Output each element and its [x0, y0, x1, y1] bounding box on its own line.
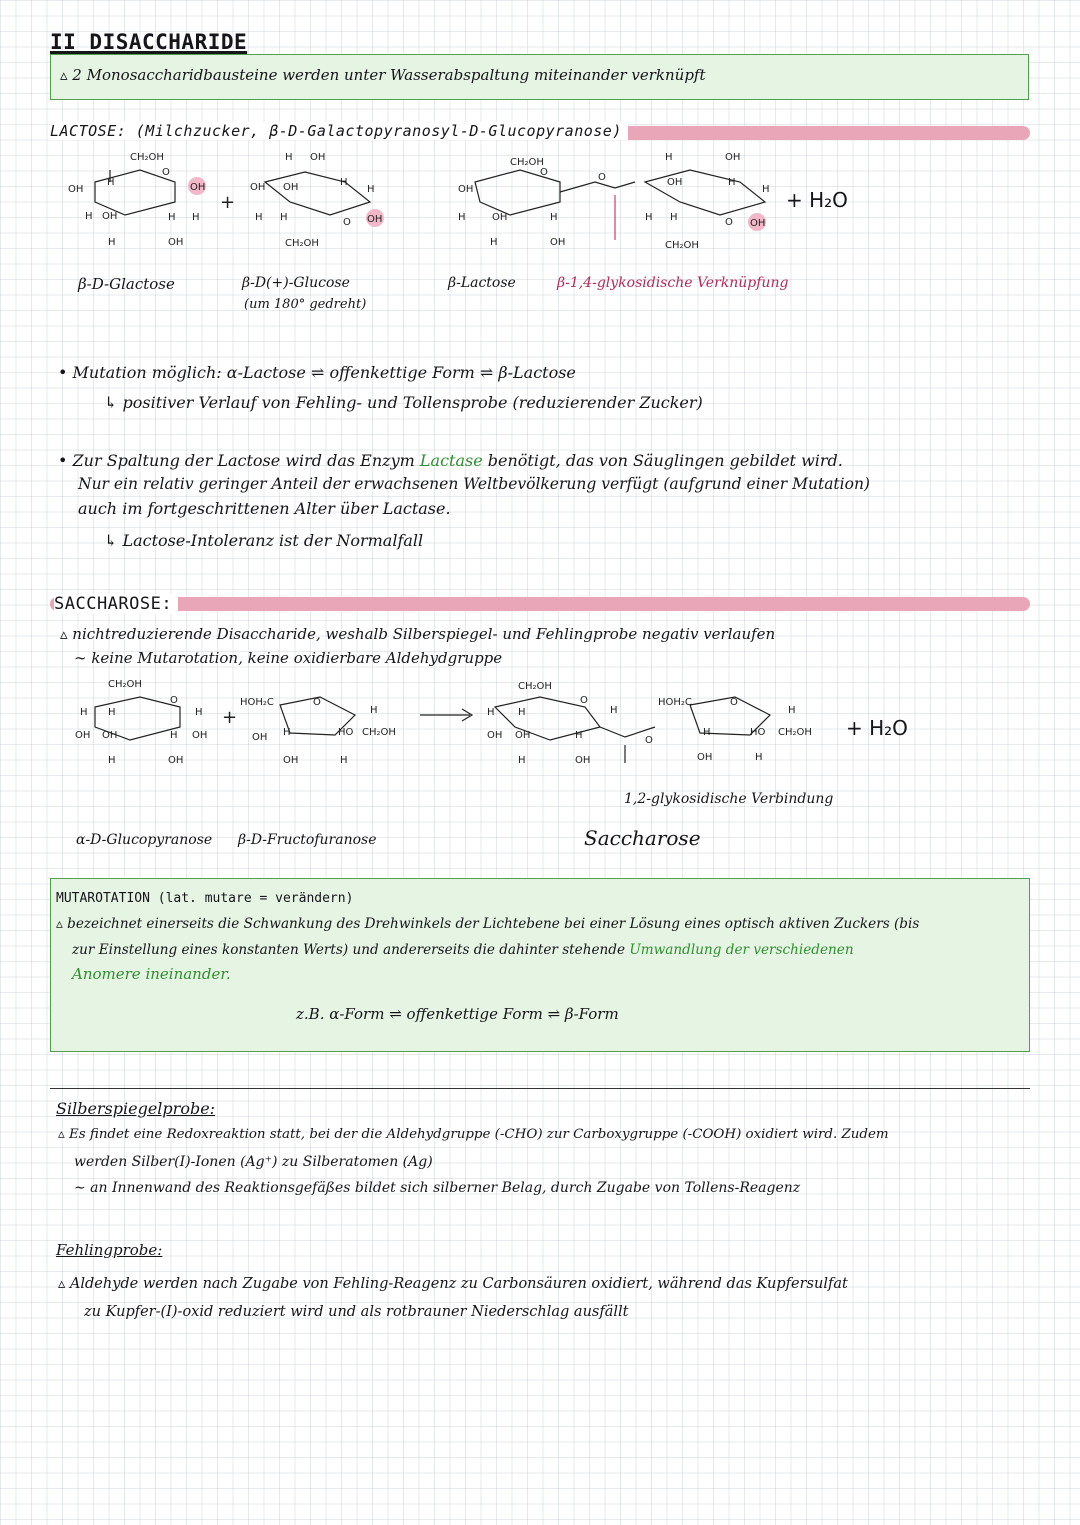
lactose-bullet-2-line2: Nur ein relativ geringer Anteil der erwachsenen Weltbevölkerung verfügt (aufgrund einer Mutation): [78, 475, 870, 493]
s-atom-h-12: H: [575, 730, 583, 741]
silber-heading: Silberspiegelprobe:: [56, 1099, 216, 1118]
atom-oh-2: OH: [190, 182, 206, 193]
saccharose-line-2: ∼ keine Mutarotation, keine oxidierbare Aldehydgruppe: [74, 649, 503, 667]
s-atom-h-16: H: [755, 752, 763, 763]
atom-oh-14: OH: [750, 218, 766, 229]
glucose-ring: [265, 172, 370, 215]
s-atom-h-13: H: [518, 755, 526, 766]
mutarotation-example: z.B. α-Form ⇌ offenkettige Form ⇌ β-Form: [296, 1005, 619, 1023]
s-atom-oh-3: OH: [192, 730, 208, 741]
atom-ch2oh-4: CH₂OH: [665, 240, 699, 251]
lactose-bullet-2-a: Zur Spaltung der Lactose wird das Enzym: [72, 451, 415, 470]
atom-h-17: H: [645, 212, 653, 223]
label-product-lactose: β-Lactose: [448, 275, 516, 291]
label-galactose: β-D-Glactose: [78, 275, 175, 293]
glycosidic-link: [560, 182, 635, 192]
lactose-bullet-2-line4: ↳ Lactose-Intoleranz ist der Normalfall: [104, 531, 424, 550]
s-atom-oh-6: OH: [283, 755, 299, 766]
lactose-bullet-2-b: benötigt, das von Säuglingen gebildet wird.: [487, 451, 843, 470]
lactose-bullet-2: • Zur Spaltung der Lactose wird das Enzym Lactase benötigt, das von Säuglingen gebildet wird.: [58, 451, 843, 470]
s-atom-oh-7: OH: [487, 730, 503, 741]
s-atom-ch2oh-3: CH₂OH: [518, 681, 552, 692]
atom-h-16: H: [762, 184, 770, 195]
lactose-heading: LACTOSE: (Milchzucker, β-D-Galactopyranosyl-D-Glucopyranose): [50, 122, 628, 140]
s-atom-o-1: O: [170, 695, 178, 706]
plus-sign: +: [220, 192, 236, 213]
lactose-bullet-1: • Mutation möglich: α-Lactose ⇌ offenkettige Form ⇌ β-Lactose: [58, 363, 576, 382]
label-saccharose-bond: 1,2-glykosidische Verbindung: [624, 791, 834, 807]
lactose-bullet-1-text: Mutation möglich: α-Lactose ⇌ offenkettige Form ⇌ β-Lactose: [72, 363, 576, 382]
s-atom-ch2oh-2: CH₂OH: [362, 727, 396, 738]
atom-oh-8: OH: [367, 214, 383, 225]
atom-oh-4: OH: [168, 237, 184, 248]
definition-text: ▵ 2 Monosaccharidbausteine werden unter Wasserabspaltung miteinander verknüpft: [60, 66, 706, 84]
section-divider: [50, 1088, 1030, 1089]
atom-h-13: H: [490, 237, 498, 248]
label-saccharose: Saccharose: [584, 826, 701, 850]
s-atom-ho-1: HO: [338, 727, 354, 738]
label-glucopyranose: α-D-Glucopyranose: [76, 832, 213, 848]
label-glucose-note: (um 180° gedreht): [244, 297, 367, 312]
s-atom-hoh2c-2: HOH₂C: [658, 697, 692, 708]
atom-oh-11: OH: [550, 237, 566, 248]
atom-oh-9: OH: [458, 184, 474, 195]
atom-ch2oh-3: CH₂OH: [510, 157, 544, 168]
s-atom-oh-10: OH: [697, 752, 713, 763]
atom-ch2oh-1: CH₂OH: [130, 152, 164, 163]
silber-line-2: werden Silber(I)-Ionen (Ag⁺) zu Silberatomen (Ag): [74, 1154, 433, 1170]
label-glucose: β-D(+)-Glucose: [242, 275, 350, 291]
s-atom-h-9: H: [610, 705, 618, 716]
saccharose-heading: SACCHAROSE:: [54, 594, 178, 614]
s-atom-h-1: H: [80, 707, 88, 718]
saccharose-water: + H₂O: [846, 716, 908, 740]
enzyme-lactase: Lactase: [419, 451, 483, 470]
atom-ch2oh-2: CH₂OH: [285, 238, 319, 249]
s-atom-oh-5: OH: [252, 732, 268, 743]
s-atom-h-7: H: [283, 727, 291, 738]
atom-o-2: O: [343, 217, 351, 228]
mutarotation-text-1: ▵ bezeichnet einerseits die Schwankung des Drehwinkels der Lichtebene bei einer Lösung eines optisch aktiven Zuckers (bis: [56, 916, 920, 932]
atom-h-5: H: [108, 237, 116, 248]
mutarotation-text-2-green: Umwandlung der verschiedenen: [629, 942, 854, 958]
atom-o-5: O: [725, 217, 733, 228]
atom-h-14: H: [665, 152, 673, 163]
s-atom-ch2oh-1: CH₂OH: [108, 679, 142, 690]
lactose-bullet-2-line3: auch im fortgeschrittenen Alter über Lactase.: [78, 499, 451, 518]
s-atom-h-6: H: [370, 705, 378, 716]
atom-oh-7: OH: [310, 152, 326, 163]
atom-h-9: H: [255, 212, 263, 223]
s-atom-h-2: H: [108, 707, 116, 718]
atom-oh-12: OH: [667, 177, 683, 188]
s-atom-o-4: O: [645, 735, 653, 746]
atom-o-1: O: [162, 167, 170, 178]
s-atom-o-3: O: [580, 695, 588, 706]
s-atom-h-3: H: [195, 707, 203, 718]
s-atom-oh-4: OH: [168, 755, 184, 766]
s-atom-h-14: H: [788, 705, 796, 716]
mutarotation-text-3: Anomere ineinander.: [72, 965, 231, 983]
lactose-ring-right: [645, 170, 765, 215]
s-atom-hoh2c-1: HOH₂C: [240, 697, 274, 708]
atom-h-6: H: [285, 152, 293, 163]
s-atom-oh-2: OH: [102, 730, 118, 741]
s-plus-sign: +: [222, 707, 238, 728]
s-atom-h-15: H: [703, 727, 711, 738]
atom-h-4: H: [192, 212, 200, 223]
s-atom-o-2: O: [313, 697, 321, 708]
atom-h-3: H: [168, 212, 176, 223]
mutarotation-text-2: [72, 940, 854, 961]
s-atom-h-8: H: [340, 755, 348, 766]
atom-h-2: H: [85, 211, 93, 222]
fehling-heading: Fehlingprobe:: [56, 1241, 163, 1259]
atom-h-10: H: [280, 212, 288, 223]
atom-oh-13: OH: [725, 152, 741, 163]
atom-oh-6: OH: [283, 182, 299, 193]
s-atom-h-10: H: [487, 707, 495, 718]
s-atom-ho-2: HO: [750, 727, 766, 738]
label-fructofuranose: β-D-Fructofuranose: [238, 832, 377, 848]
mutarotation-heading: MUTAROTATION (lat. mutare = verändern): [56, 891, 354, 906]
saccharose-line-1: ▵ nichtreduzierende Disaccharide, weshalb Silberspiegel- und Fehlingprobe negativ verlaufen: [60, 625, 776, 643]
atom-h-15: H: [728, 177, 736, 188]
saccharose-reaction-diagram: [0, 675, 1080, 805]
atom-h-7: H: [340, 177, 348, 188]
atom-h-11: H: [458, 212, 466, 223]
page-title: II DISACCHARIDE: [50, 30, 248, 54]
s-atom-oh-9: OH: [575, 755, 591, 766]
atom-h-1: H: [107, 177, 115, 188]
atom-oh-10: OH: [492, 212, 508, 223]
s-atom-oh-1: OH: [75, 730, 91, 741]
mutarotation-text-2a: zur Einstellung eines konstanten Werts) und andererseits die dahinter stehende: [72, 942, 625, 958]
atom-h-12: H: [550, 212, 558, 223]
atom-o-4: O: [598, 172, 606, 183]
saccharose-highlight: [50, 597, 1030, 611]
silber-line-3: ∼ an Innenwand des Reaktionsgefäßes bildet sich silberner Belag, durch Zugabe von Tollens-Reagenz: [74, 1180, 801, 1196]
s-atom-o-5: O: [730, 697, 738, 708]
atom-oh-3: OH: [102, 211, 118, 222]
fehling-line-1: ▵ Aldehyde werden nach Zugabe von Fehling-Reagenz zu Carbonsäuren oxidiert, während das Kupfersulfat: [58, 1276, 848, 1292]
s-atom-oh-8: OH: [515, 730, 531, 741]
atom-h-8: H: [367, 184, 375, 195]
atom-h-18: H: [670, 212, 678, 223]
s-atom-ch2oh-4: CH₂OH: [778, 727, 812, 738]
lactose-bullet-1b: ↳ positiver Verlauf von Fehling- und Tollensprobe (reduzierender Zucker): [104, 393, 703, 412]
fehling-line-2: zu Kupfer-(I)-oxid reduziert wird und als rotbrauner Niederschlag ausfällt: [84, 1304, 629, 1320]
atom-oh-5: OH: [250, 182, 266, 193]
s-atom-h-4: H: [170, 730, 178, 741]
lactose-water: + H₂O: [786, 188, 848, 212]
s-atom-h-11: H: [518, 707, 526, 718]
s-atom-h-5: H: [108, 755, 116, 766]
silber-line-1: ▵ Es findet eine Redoxreaktion statt, bei der die Aldehydgruppe (-CHO) zur Carboxygruppe (-COOH) oxidiert wird. Zudem: [58, 1127, 889, 1142]
atom-oh-1: OH: [68, 184, 84, 195]
atom-o-3: O: [540, 167, 548, 178]
label-bond-lactose: β-1,4-glykosidische Verknüpfung: [557, 275, 789, 291]
